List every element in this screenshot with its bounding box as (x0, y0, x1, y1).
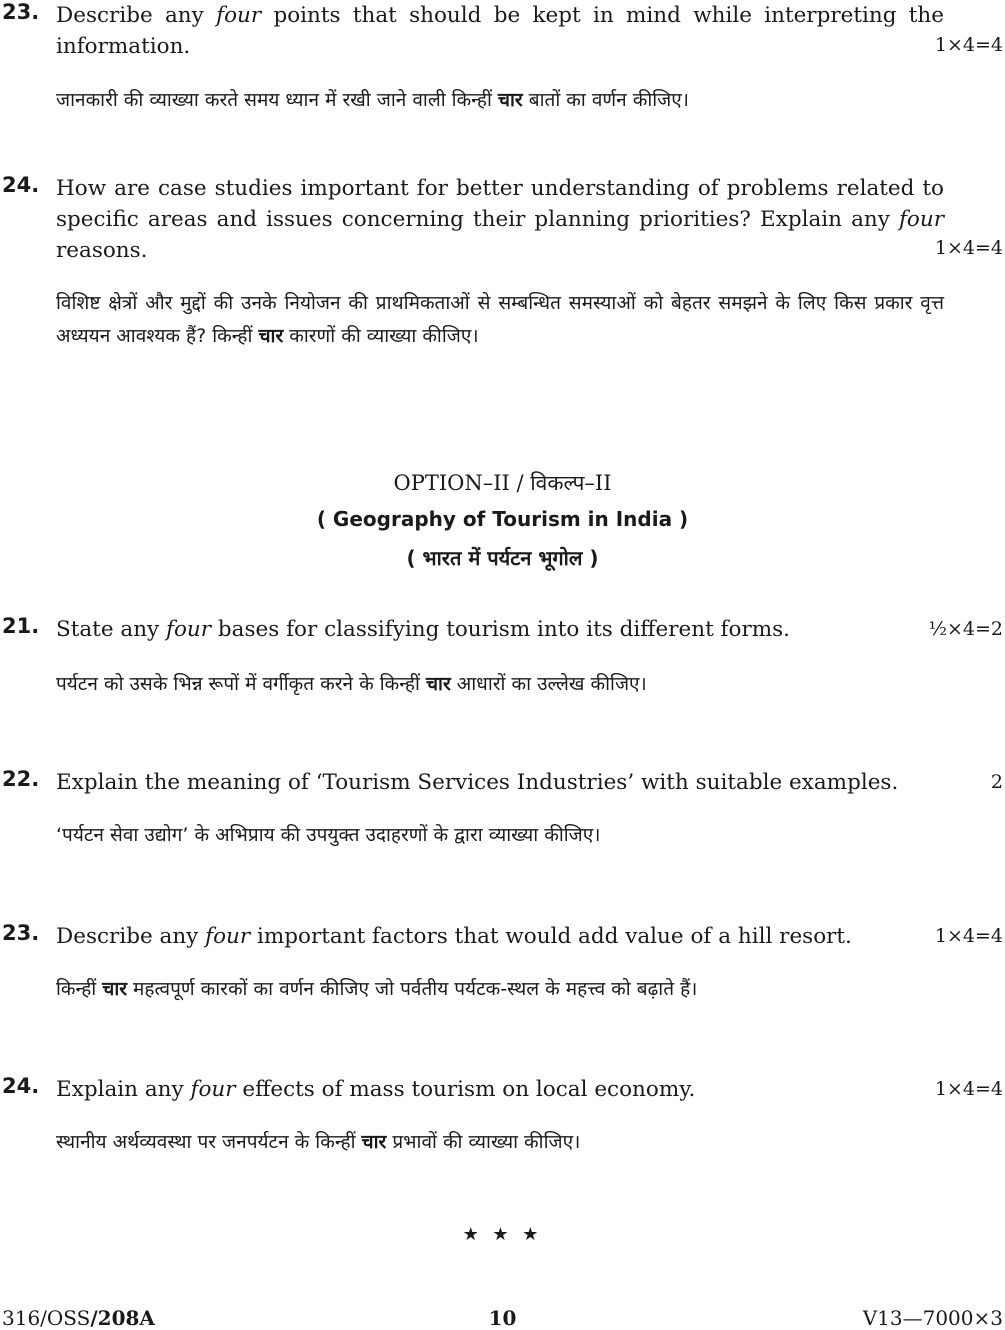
question-text-hi: विशिष्ट क्षेत्रों और मुद्दों की उनके नियोजन की प्राथमिकताओं से सम्बन्धित समस्याओं को बेहतर समझने के लिए किस प्रकार वृत्त अध्ययन आवश्यक हैं? किन्हीं चार कारणों की व्याख्या कीजिए। (56, 292, 944, 347)
question-number: 24. (2, 1074, 40, 1098)
question-number: 24. (2, 173, 40, 197)
question-text-en: State any four bases for classifying tourism into its different forms. (56, 617, 790, 642)
end-marker: ★ ★ ★ (462, 1224, 543, 1245)
question-text-hi: स्थानीय अर्थव्यवस्था पर जनपर्यटन के किन्हीं चार प्रभावों की व्याख्या कीजिए। (56, 1131, 581, 1153)
marks: ½×4=2 (928, 618, 1003, 640)
question-text-hi: किन्हीं चार महत्वपूर्ण कारकों का वर्णन कीजिए जो पर्वतीय पर्यटक-स्थल के महत्त्व को बढ़ाते हैं। (56, 978, 698, 1000)
question-number: 23. (2, 0, 40, 24)
question-text-en: Describe any four important factors that would add value of a hill resort. (56, 924, 852, 949)
option-subtitle-hi: ( भारत में पर्यटन भूगोल ) (406, 546, 599, 570)
option-heading: OPTION–II / विकल्प–II (393, 471, 612, 495)
question-text-en: How are case studies important for better understanding of problems related to specific areas and issues concerning their planning priorities? Explain any four reasons. (56, 176, 944, 263)
question-number: 22. (2, 767, 40, 791)
print-code: V13—7000×3 (862, 1306, 1003, 1330)
paper-code: 316/OSS/208A (2, 1306, 155, 1330)
question-text-en: Describe any four points that should be kept in mind while interpreting the information. (56, 3, 944, 59)
marks: 1×4=4 (934, 925, 1003, 947)
marks: 2 (990, 771, 1003, 793)
question-number: 23. (2, 921, 40, 945)
question-text-en: Explain the meaning of ‘Tourism Services Industries’ with suitable examples. (56, 770, 899, 795)
question-text-hi: ‘पर्यटन सेवा उद्योग’ के अभिप्राय की उपयुक्त उदाहरणों के द्वारा व्याख्या कीजिए। (56, 824, 601, 846)
marks: 1×4=4 (934, 34, 1003, 56)
question-text-hi: जानकारी की व्याख्या करते समय ध्यान में रखी जाने वाली किन्हीं चार बातों का वर्णन कीजिए। (56, 89, 689, 111)
marks: 1×4=4 (934, 1078, 1003, 1100)
question-text-en: Explain any four effects of mass tourism on local economy. (56, 1077, 696, 1102)
page-number: 10 (488, 1306, 517, 1330)
question-number: 21. (2, 614, 40, 638)
marks: 1×4=4 (934, 237, 1003, 259)
question-text-hi: पर्यटन को उसके भिन्न रूपों में वर्गीकृत करने के किन्हीं चार आधारों का उल्लेख कीजिए। (56, 673, 647, 695)
option-subtitle-en: ( Geography of Tourism in India ) (316, 507, 689, 531)
